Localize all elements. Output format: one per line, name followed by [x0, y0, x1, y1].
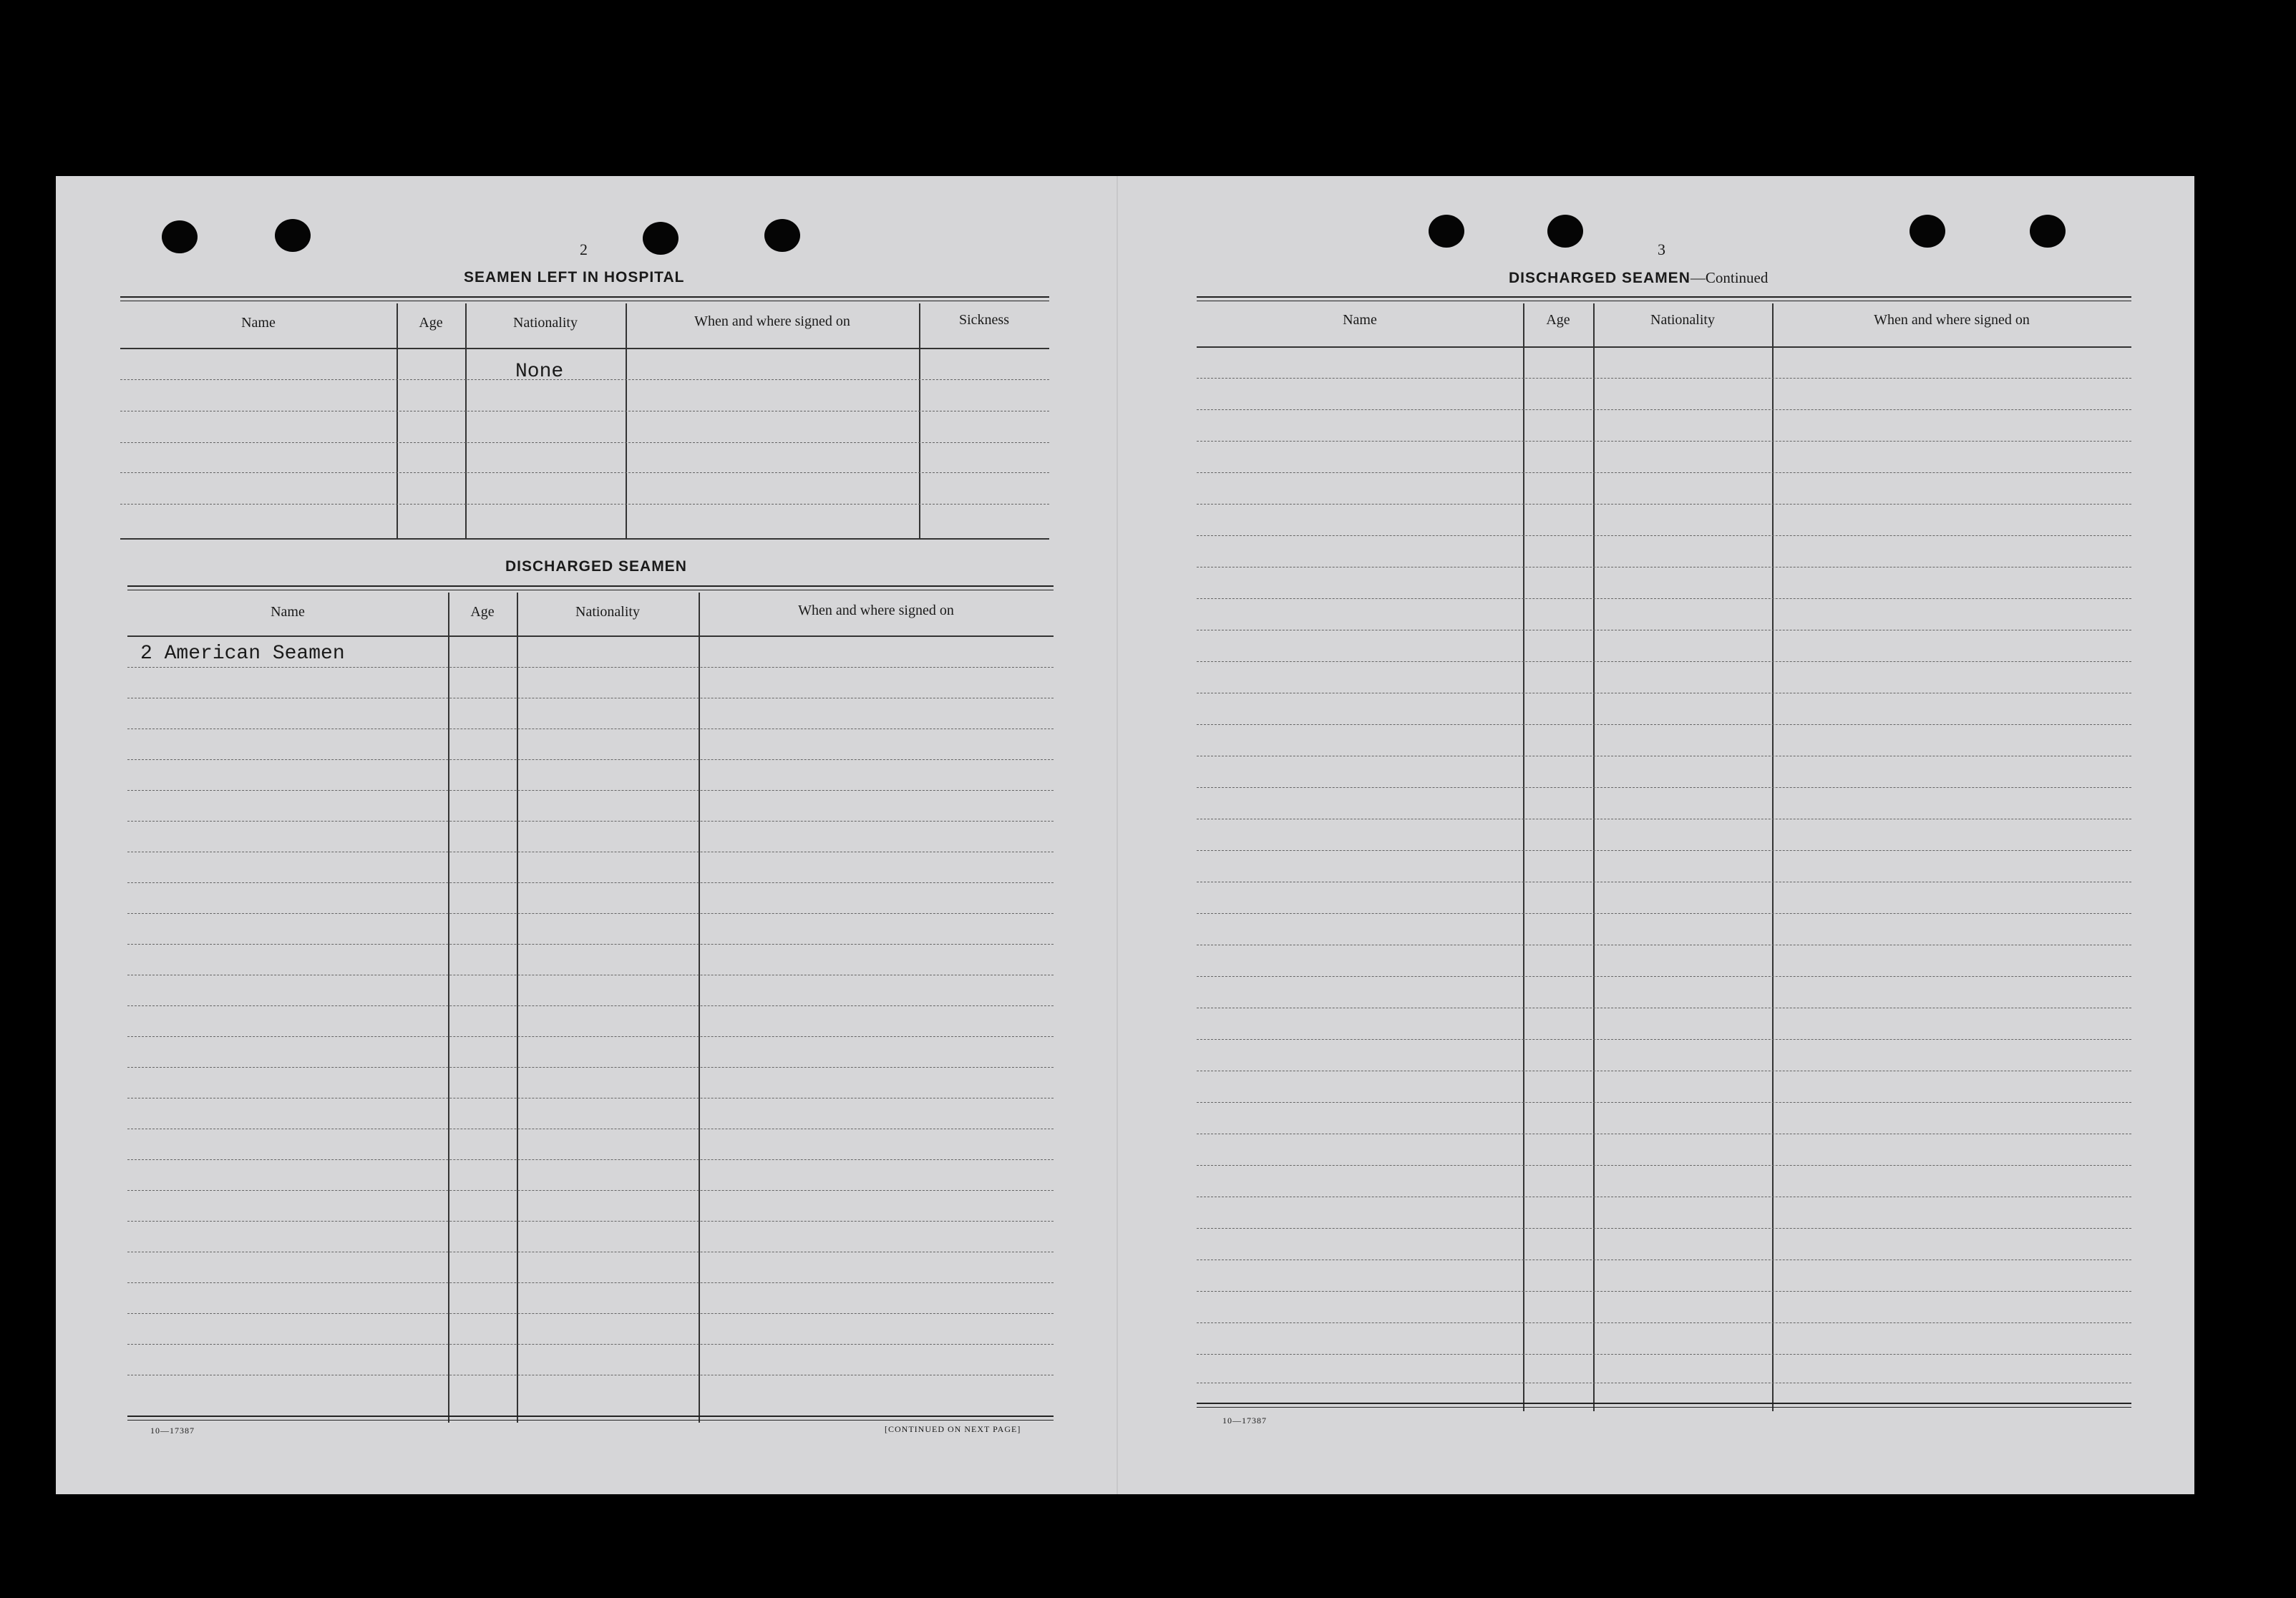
column-header: Nationality	[575, 604, 640, 620]
discharged-continued-title	[1509, 269, 1768, 287]
column-header: Age	[1546, 312, 1570, 328]
column-header: Nationality	[513, 315, 578, 331]
column-header: Name	[271, 604, 305, 620]
punch-hole	[1910, 215, 1945, 248]
column-header: When and where signed on	[798, 603, 954, 618]
punch-hole	[643, 222, 678, 255]
title-text: DISCHARGED SEAMEN	[1509, 270, 1691, 286]
discharged-section-title: DISCHARGED SEAMEN	[505, 558, 687, 575]
discharged-table	[127, 585, 1054, 1418]
punch-hole	[162, 220, 198, 253]
column-header: Age	[470, 604, 495, 620]
punch-hole	[1547, 215, 1583, 248]
form-number: 10—17387	[150, 1426, 195, 1436]
hospital-table	[120, 296, 1049, 540]
title-continued: —Continued	[1690, 269, 1769, 286]
page-number: 3	[1658, 240, 1665, 258]
column-header: Name	[241, 315, 276, 331]
discharged-entry: 2 American Seamen	[140, 643, 345, 665]
column-header: Name	[1343, 312, 1377, 328]
punch-hole	[1429, 215, 1464, 248]
punch-hole	[764, 219, 800, 252]
column-header: When and where signed on	[1874, 312, 2030, 328]
column-header: Nationality	[1650, 312, 1715, 328]
discharged-continued-table	[1197, 296, 2131, 1411]
hospital-section-title: SEAMEN LEFT IN HOSPITAL	[464, 269, 685, 286]
form-number: 10—17387	[1222, 1416, 1267, 1426]
continued-note: [CONTINUED ON NEXT PAGE]	[885, 1424, 1021, 1434]
column-header: When and where signed on	[694, 313, 850, 329]
column-header: Sickness	[959, 312, 1009, 328]
hospital-entry: None	[515, 361, 564, 383]
punch-hole	[275, 219, 311, 252]
center-fold	[1117, 176, 1118, 1494]
column-header: Age	[419, 315, 443, 331]
punch-hole	[2030, 215, 2066, 248]
page-number: 2	[580, 240, 588, 258]
